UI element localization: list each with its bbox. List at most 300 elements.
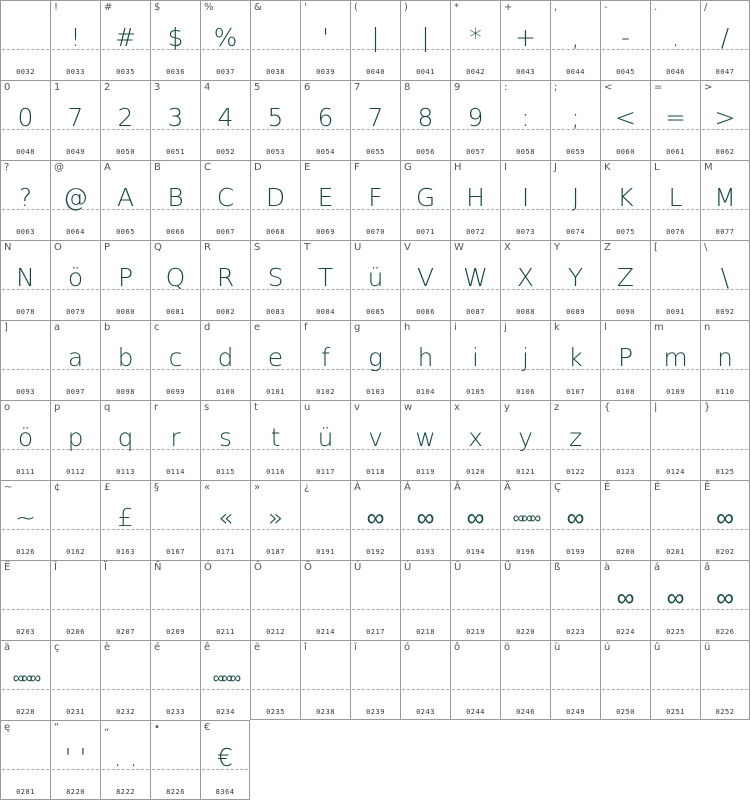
character-label: 4 [204, 82, 211, 93]
character-code: 0235 [266, 708, 285, 716]
glyph-sample: b [117, 343, 134, 372]
glyph-cell [500, 480, 550, 560]
glyph-cell [50, 640, 100, 720]
character-label: 2 [104, 82, 111, 93]
glyph-cell [300, 240, 350, 320]
character-code: 0194 [466, 548, 485, 556]
character-code: 0281 [16, 788, 35, 796]
character-code: 0081 [166, 308, 185, 316]
glyph-sample [401, 658, 450, 698]
character-label: H [454, 162, 462, 173]
character-label: € [204, 722, 211, 733]
glyph-cell [0, 0, 50, 80]
glyph-cell [450, 400, 500, 480]
glyph-cell [600, 0, 650, 80]
glyph-cell [200, 640, 250, 720]
glyph-cell [550, 0, 600, 80]
character-label: Î [54, 562, 57, 573]
glyph-sample [101, 578, 150, 618]
glyph-sample: ∞∞∞ [12, 668, 39, 687]
character-label: t [254, 402, 258, 413]
glyph-sample: + [515, 23, 536, 52]
glyph-sample: ∞ [566, 503, 585, 532]
glyph-cell [150, 720, 200, 800]
glyph-sample: w [415, 423, 436, 452]
character-label: : [504, 82, 508, 93]
glyph-cell [100, 560, 150, 640]
glyph-sample: 2 [117, 103, 134, 132]
character-label: z [554, 402, 560, 413]
character-code: 0220 [516, 628, 535, 636]
glyph-sample: . [671, 23, 680, 52]
character-label: q [104, 402, 111, 413]
glyph-sample: 7 [67, 103, 84, 132]
character-code: 0053 [266, 148, 285, 156]
glyph-cell [150, 0, 200, 80]
glyph-sample: % [213, 23, 238, 52]
character-code: 0214 [316, 628, 335, 636]
character-label: À [354, 482, 361, 493]
character-label: Ñ [154, 562, 162, 573]
character-code: 0091 [666, 308, 685, 316]
character-label: Ú [404, 562, 412, 573]
character-code: 0084 [316, 308, 335, 316]
glyph-cell [50, 560, 100, 640]
character-label: „ [104, 722, 110, 733]
glyph-cell [400, 640, 450, 720]
glyph-sample: ö [67, 263, 84, 292]
glyph-sample [151, 498, 200, 538]
glyph-cell [0, 80, 50, 160]
character-code: 0036 [166, 68, 185, 76]
character-label: O [54, 242, 62, 253]
glyph-cell [500, 640, 550, 720]
glyph-cell [0, 480, 50, 560]
character-code: 0232 [116, 708, 135, 716]
glyph-cell [300, 560, 350, 640]
character-code: 0087 [466, 308, 485, 316]
character-code: 0047 [715, 68, 735, 76]
glyph-cell [650, 560, 700, 640]
glyph-sample [51, 658, 100, 698]
glyph-cell [50, 0, 100, 80]
character-label: r [154, 402, 159, 413]
character-label: b [104, 322, 111, 333]
glyph-cell [700, 560, 750, 640]
glyph-cell [100, 480, 150, 560]
glyph-cell [50, 240, 100, 320]
character-label: . [654, 2, 658, 13]
character-label: Ö [304, 562, 312, 573]
character-code: 0065 [116, 228, 135, 236]
glyph-sample: # [115, 23, 136, 52]
character-code: 0201 [666, 548, 685, 556]
character-label: C [204, 162, 211, 173]
glyph-sample [1, 338, 50, 378]
glyph-cell [350, 320, 400, 400]
glyph-sample [401, 578, 450, 618]
character-code: 0239 [366, 708, 385, 716]
character-label: ï [354, 642, 357, 653]
character-label: / [704, 2, 708, 13]
character-label: • [154, 722, 160, 733]
character-code: 0088 [516, 308, 535, 316]
character-label: È [604, 482, 611, 493]
glyph-cell [200, 560, 250, 640]
character-code: 0228 [16, 708, 35, 716]
character-label: ü [704, 642, 711, 653]
glyph-cell [700, 0, 750, 80]
character-code: 0225 [666, 628, 685, 636]
glyph-cell [0, 400, 50, 480]
glyph-sample [701, 418, 749, 458]
character-label: K [604, 162, 611, 173]
glyph-sample: F [368, 183, 383, 212]
glyph-cell [400, 400, 450, 480]
character-label: o [4, 402, 11, 413]
glyph-cell [350, 640, 400, 720]
glyph-cell [400, 160, 450, 240]
character-label: î [304, 642, 307, 653]
character-code: 0231 [66, 708, 85, 716]
character-code: 0207 [116, 628, 135, 636]
glyph-cell [50, 80, 100, 160]
glyph-cell [600, 80, 650, 160]
character-label: v [354, 402, 360, 413]
character-label: c [154, 322, 160, 333]
character-label: Ô [254, 562, 262, 573]
glyph-sample: ; [571, 103, 580, 132]
glyph-cell [250, 320, 300, 400]
character-label: l [604, 322, 607, 333]
glyph-cell [250, 400, 300, 480]
glyph-sample: ? [18, 183, 33, 212]
character-code: 0114 [166, 468, 185, 476]
glyph-sample: A [116, 183, 135, 212]
glyph-sample: M [714, 183, 736, 212]
glyph-cell [50, 720, 100, 800]
glyph-sample [451, 578, 500, 618]
glyph-cell [300, 400, 350, 480]
glyph-sample: c [168, 343, 183, 372]
glyph-cell [350, 160, 400, 240]
glyph-cell [550, 560, 600, 640]
character-label: 0 [4, 82, 11, 93]
character-label: x [454, 402, 460, 413]
character-label: ~ [4, 482, 13, 493]
glyph-sample: B [167, 183, 184, 212]
character-label: Û [454, 562, 462, 573]
glyph-cell [100, 400, 150, 480]
glyph-sample: i [472, 343, 479, 372]
glyph-sample: S [267, 263, 284, 292]
character-label: » [254, 482, 261, 493]
glyph-sample: ö [17, 423, 34, 452]
character-code: 0243 [416, 708, 435, 716]
character-code: 0163 [116, 548, 135, 556]
glyph-cell [500, 80, 550, 160]
character-code: 0071 [416, 228, 435, 236]
character-label: ¿ [304, 482, 310, 493]
character-label: \ [704, 242, 708, 253]
character-code: 0085 [366, 308, 385, 316]
character-code: 0058 [516, 148, 535, 156]
glyph-sample [251, 578, 300, 618]
character-label: ä [4, 642, 11, 653]
glyph-sample: ∞ [666, 583, 685, 612]
character-label: Ü [504, 562, 512, 573]
character-label: L [654, 162, 660, 173]
glyph-sample: I [521, 183, 530, 212]
character-code: 0107 [566, 388, 585, 396]
glyph-sample: ∞∞∞ [512, 508, 539, 527]
glyph-sample: e [267, 343, 284, 372]
glyph-cell [500, 160, 550, 240]
character-code: 0167 [166, 548, 185, 556]
glyph-sample: € [217, 743, 233, 772]
character-code: 0032 [16, 68, 35, 76]
character-code: 0038 [266, 68, 285, 76]
character-code: 0119 [416, 468, 435, 476]
glyph-cell [600, 480, 650, 560]
glyph-cell [700, 320, 750, 400]
glyph-cell [200, 400, 250, 480]
character-label: W [454, 242, 464, 253]
character-code: 0037 [216, 68, 235, 76]
character-label: ö [504, 642, 511, 653]
character-code: 0252 [715, 708, 735, 716]
character-label: è [104, 642, 111, 653]
character-code: 0042 [466, 68, 485, 76]
character-code: 0061 [666, 148, 685, 156]
glyph-sample: , [571, 23, 580, 52]
character-label: k [554, 322, 560, 333]
character-label: ù [554, 642, 561, 653]
glyph-cell [300, 640, 350, 720]
character-code: 8220 [66, 788, 85, 796]
character-code: 0103 [366, 388, 385, 396]
glyph-sample: p [67, 423, 84, 452]
character-code: 0064 [66, 228, 85, 236]
character-label: - [604, 2, 608, 13]
character-label: ? [4, 162, 10, 173]
glyph-sample: ü [367, 263, 384, 292]
glyph-sample: r [170, 423, 181, 452]
character-code: 0217 [366, 628, 385, 636]
character-code: 0171 [216, 548, 235, 556]
glyph-sample: ' [322, 23, 329, 52]
character-code: 0124 [666, 468, 685, 476]
glyph-cell [250, 560, 300, 640]
glyph-sample: g [367, 343, 383, 372]
glyph-cell [150, 240, 200, 320]
character-code: 0060 [616, 148, 635, 156]
glyph-cell [150, 80, 200, 160]
glyph-cell [450, 240, 500, 320]
character-label: ę [4, 722, 11, 733]
glyph-sample: P [117, 263, 134, 292]
character-label: 3 [154, 82, 161, 93]
glyph-cell [100, 240, 150, 320]
character-label: % [204, 2, 214, 13]
character-code: 0226 [715, 628, 735, 636]
glyph-cell [150, 640, 200, 720]
character-label: ( [354, 2, 358, 13]
character-code: 0090 [616, 308, 635, 316]
character-code: 0219 [466, 628, 485, 636]
character-label: F [354, 162, 360, 173]
character-code: 0110 [715, 388, 735, 396]
glyph-cell [450, 160, 500, 240]
glyph-cell [100, 160, 150, 240]
glyph-sample: C [216, 183, 235, 212]
glyph-cell [600, 160, 650, 240]
glyph-cell [250, 240, 300, 320]
character-label: } [704, 402, 711, 413]
glyph-cell [100, 320, 150, 400]
glyph-cell [550, 320, 600, 400]
glyph-sample: 4 [217, 103, 234, 132]
glyph-cell [250, 160, 300, 240]
character-code: 0104 [416, 388, 435, 396]
glyph-cell [300, 480, 350, 560]
character-label: = [654, 82, 663, 93]
character-code: 0191 [316, 548, 335, 556]
character-label: Ç [554, 482, 561, 493]
character-code: 0041 [416, 68, 435, 76]
character-label: § [154, 482, 159, 493]
character-label: ) [404, 2, 408, 13]
glyph-cell [500, 560, 550, 640]
glyph-cell [300, 320, 350, 400]
character-label: j [504, 322, 507, 333]
glyph-cell [300, 80, 350, 160]
glyph-sample: - [620, 23, 631, 52]
character-code: 0039 [316, 68, 335, 76]
character-label: Â [454, 482, 461, 493]
character-label: É [654, 482, 661, 493]
character-label: Ï [104, 562, 107, 573]
glyph-cell [0, 640, 50, 720]
glyph-sample [151, 658, 200, 698]
glyph-cell [700, 80, 750, 160]
glyph-cell [650, 240, 700, 320]
glyph-sample: < [615, 103, 636, 132]
character-label: g [354, 322, 361, 333]
glyph-cell [550, 400, 600, 480]
glyph-cell [350, 560, 400, 640]
character-label: N [4, 242, 12, 253]
glyph-sample: d [217, 343, 234, 372]
character-code: 0051 [166, 148, 185, 156]
glyph-cell [0, 240, 50, 320]
glyph-cell [0, 560, 50, 640]
character-label: û [654, 642, 661, 653]
character-code: 0162 [66, 548, 85, 556]
glyph-sample: N [16, 263, 35, 292]
glyph-cell [550, 80, 600, 160]
glyph-cell [100, 720, 150, 800]
glyph-cell [650, 320, 700, 400]
character-code: 0057 [466, 148, 485, 156]
character-code: 0052 [216, 148, 235, 156]
glyph-sample: v [368, 423, 383, 452]
glyph-sample: D [265, 183, 286, 212]
glyph-sample: « [217, 503, 234, 532]
character-code: 0102 [316, 388, 335, 396]
character-code: 0097 [66, 388, 85, 396]
character-code: 0093 [16, 388, 35, 396]
glyph-cell [150, 400, 200, 480]
character-label: 8 [404, 82, 411, 93]
glyph-cell [550, 240, 600, 320]
glyph-sample: $ [167, 23, 184, 52]
glyph-sample: ∞ [416, 503, 435, 532]
glyph-cell [150, 160, 200, 240]
character-label: $ [154, 2, 161, 13]
character-code: 0117 [316, 468, 335, 476]
character-label: “ [54, 722, 60, 733]
character-code: 0123 [616, 468, 635, 476]
character-label: h [404, 322, 411, 333]
character-code: 0116 [266, 468, 285, 476]
character-label: M [704, 162, 713, 173]
character-label: ú [604, 642, 611, 653]
glyph-cell [0, 720, 50, 800]
character-label: V [404, 242, 411, 253]
glyph-sample: ∞ [366, 503, 385, 532]
glyph-sample [701, 658, 749, 698]
character-label: w [404, 402, 413, 413]
glyph-sample: m [663, 343, 688, 372]
glyph-sample: h [417, 343, 434, 372]
glyph-cell [350, 0, 400, 80]
character-label: & [254, 2, 262, 13]
glyph-sample [301, 578, 350, 618]
character-code: 0083 [266, 308, 285, 316]
glyph-sample: 3 [167, 103, 184, 132]
character-code: 0073 [516, 228, 535, 236]
character-label: ó [404, 642, 411, 653]
character-code: 0200 [616, 548, 635, 556]
glyph-cell [250, 0, 300, 80]
character-code: 0250 [616, 708, 635, 716]
glyph-sample: Y [567, 263, 584, 292]
character-code: 0187 [266, 548, 285, 556]
glyph-sample: . . [113, 743, 138, 772]
glyph-cell [300, 0, 350, 80]
character-code: 0115 [216, 468, 235, 476]
character-code: 0089 [566, 308, 585, 316]
glyph-sample [651, 498, 700, 538]
glyph-sample: E [317, 183, 334, 212]
glyph-sample: 8 [417, 103, 434, 132]
character-code: 0111 [16, 468, 35, 476]
glyph-sample: ~ [15, 503, 36, 532]
character-label: ô [454, 642, 461, 653]
character-label: R [204, 242, 211, 253]
glyph-sample: y [518, 423, 533, 452]
glyph-sample [551, 658, 600, 698]
glyph-sample: k [568, 343, 583, 372]
character-label: # [104, 2, 113, 13]
character-label: y [504, 402, 510, 413]
glyph-sample: x [468, 423, 483, 452]
glyph-cell [200, 240, 250, 320]
character-code: 0035 [116, 68, 135, 76]
character-label: ê [204, 642, 211, 653]
glyph-sample [201, 578, 250, 618]
